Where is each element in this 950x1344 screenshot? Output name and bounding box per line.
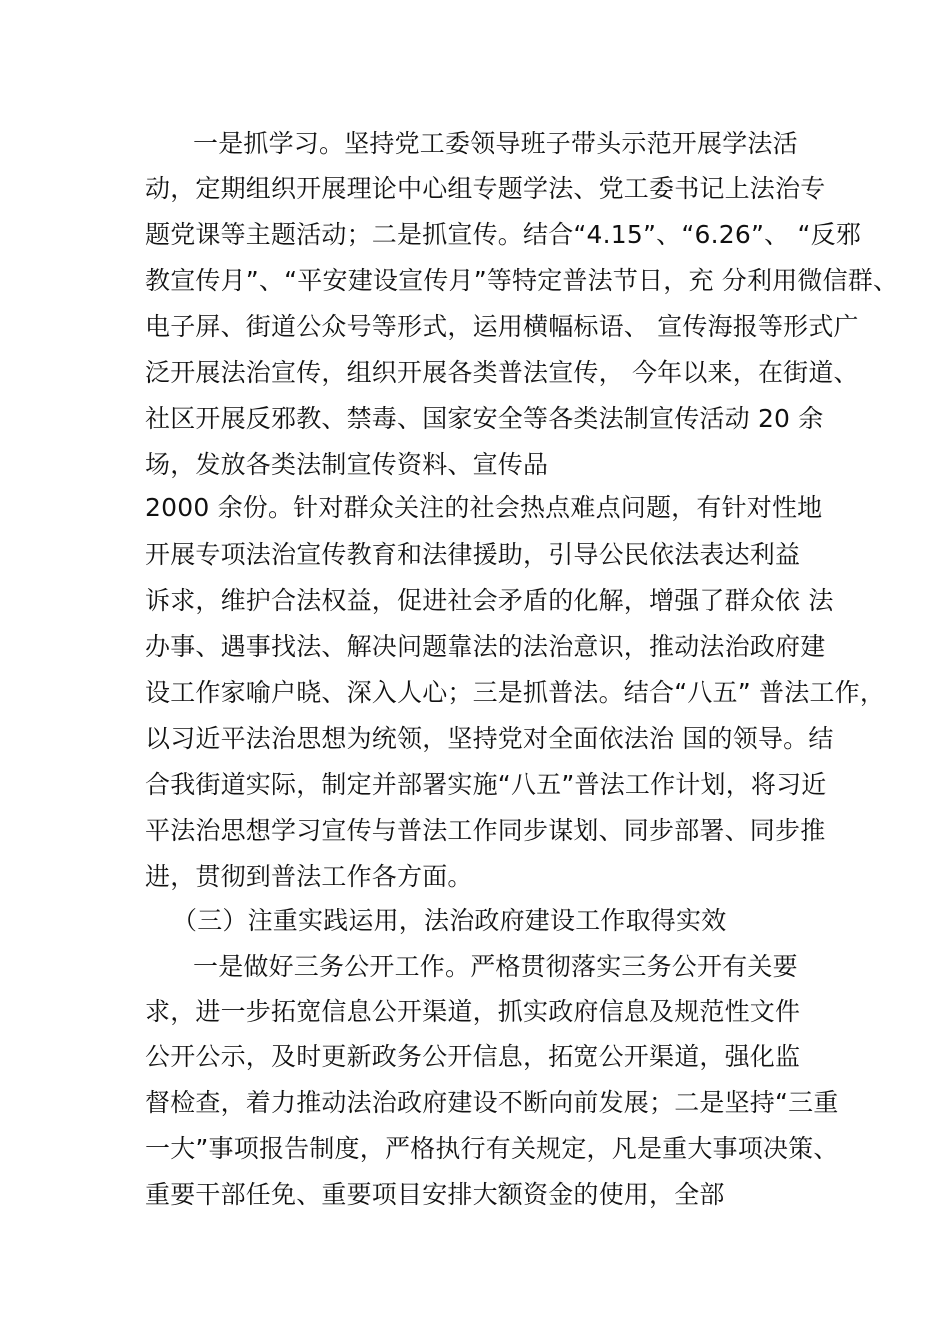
paragraph-line: 动，定期组织开展理论中心组专题学法、党工委书记上法治专 <box>145 174 826 203</box>
paragraph-line: 题党课等主题活动；二是抓宣传。结合“4.15”、“6.26”、 “反邪 <box>145 220 862 249</box>
paragraph-line: 重要干部任免、重要项目安排大额资金的使用，全部 <box>145 1180 725 1209</box>
paragraph-line: 办事、遇事找法、解决问题靠法的法治意识，推动法治政府建 <box>145 632 826 661</box>
paragraph-line: 一是抓学习。坚持党工委领导班子带头示范开展学法活 <box>193 129 798 158</box>
paragraph-line: 社区开展反邪教、禁毒、国家安全等各类法制宣传活动 20 余 <box>145 404 824 433</box>
paragraph-line: 设工作家喻户晓、深入人心；三是抓普法。结合“八五” 普法工作， <box>145 678 886 707</box>
paragraph-line: 以习近平法治思想为统领，坚持党对全面依法治 国的领导。结 <box>145 724 834 753</box>
paragraph-line: 公开公示，及时更新政务公开信息，拓宽公开渠道，强化监 <box>145 1042 801 1071</box>
paragraph-line: 电子屏、街道公众号等形式，运用横幅标语、 宣传海报等形式广 <box>145 312 859 341</box>
paragraph-line: 平法治思想学习宣传与普法工作同步谋划、同步部署、同步推 <box>145 816 826 845</box>
paragraph-line: 诉求，维护合法权益，促进社会矛盾的化解，增强了群众依 法 <box>145 586 834 615</box>
section-heading: （三）注重实践运用，法治政府建设工作取得实效 <box>172 906 727 935</box>
paragraph-line: 合我街道实际，制定并部署实施“八五”普法工作计划，将习近 <box>145 770 827 799</box>
paragraph-line: 一是做好三务公开工作。严格贯彻落实三务公开有关要 <box>193 952 798 981</box>
paragraph-line: 2000 余份。针对群众关注的社会热点难点问题，有针对性地 <box>145 493 823 522</box>
paragraph-line: 教宣传月”、“平安建设宣传月”等特定普法节日，充 分利用微信群、 <box>145 266 899 295</box>
paragraph-line: 场，发放各类法制宣传资料、宣传品 <box>145 450 549 479</box>
paragraph-line: 求，进一步拓宽信息公开渠道，抓实政府信息及规范性文件 <box>145 997 801 1026</box>
paragraph-line: 开展专项法治宣传教育和法律援助，引导公民依法表达利益 <box>145 540 801 569</box>
paragraph-line: 进，贯彻到普法工作各方面。 <box>145 862 473 891</box>
paragraph-line: 一大”事项报告制度，严格执行有关规定，凡是重大事项决策、 <box>145 1134 839 1163</box>
paragraph-line: 泛开展法治宣传，组织开展各类普法宣传， 今年以来，在街道、 <box>145 358 859 387</box>
paragraph-line: 督检查，着力推动法治政府建设不断向前发展；二是坚持“三重 <box>145 1088 839 1117</box>
